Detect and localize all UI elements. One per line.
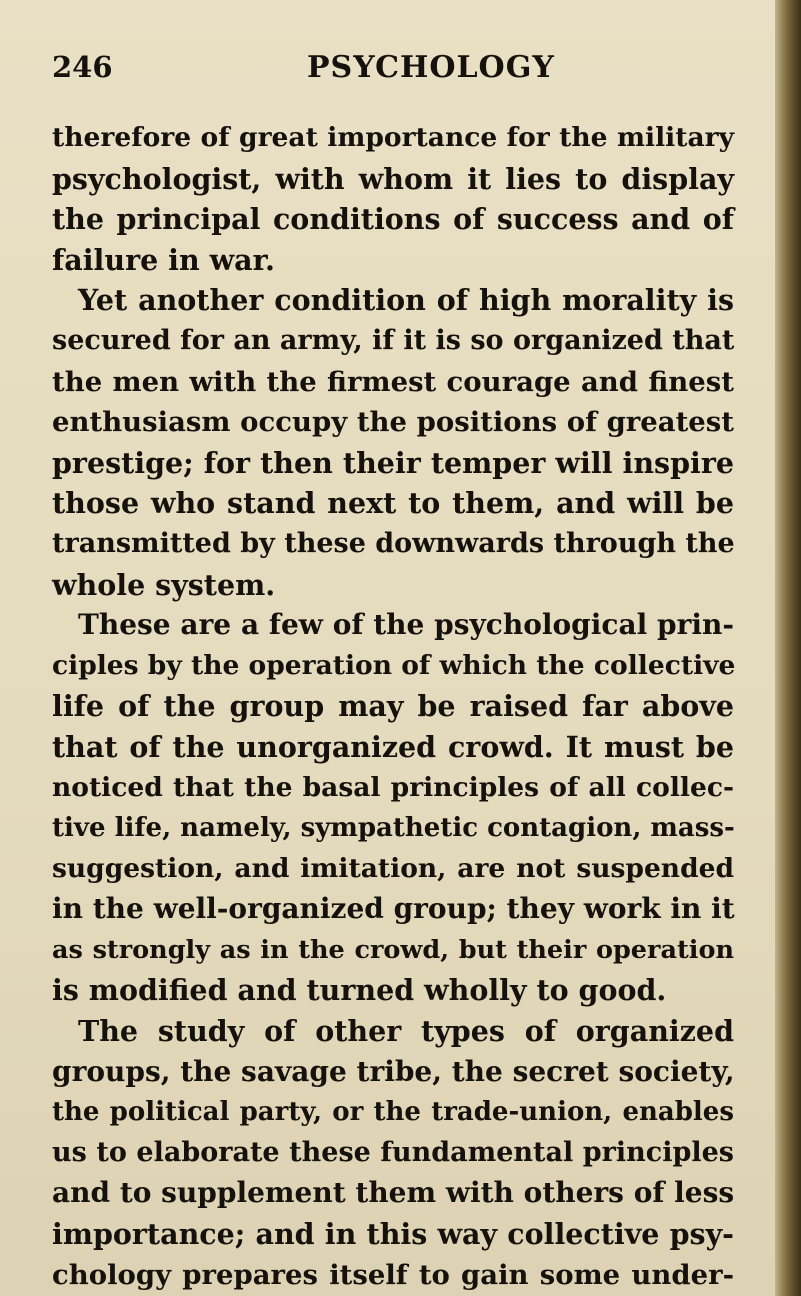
- text-line: is modified and turned wholly to good.: [52, 973, 667, 1008]
- text-line: in the well-organized group; they work in it: [52, 892, 735, 926]
- text-line: that of the unorganized crowd. It must be: [52, 729, 734, 764]
- text-line: tive life, namely, sympathetic contagion, mass-: [52, 813, 735, 844]
- text-line: The study of other types of organized: [78, 1014, 734, 1049]
- text-line: noticed that the basal principles of all collec-: [52, 771, 734, 803]
- text-line: secured for an army, if it is so organized that: [52, 324, 735, 356]
- page-edge: [775, 0, 801, 1296]
- text-line: the principal conditions of success and of: [52, 202, 734, 237]
- text-line: psychologist, with whom it lies to display: [52, 161, 734, 196]
- body-text: [52, 118, 734, 1295]
- text-line: those who stand next to them, and will be: [52, 486, 734, 521]
- text-line: Yet another condition of high morality is: [78, 283, 734, 318]
- text-line: whole system.: [52, 567, 276, 602]
- text-line: as strongly as in the crowd, but their operation: [52, 934, 734, 965]
- text-line: suggestion, and imitation, are not suspended: [52, 852, 734, 884]
- text-line: importance; and in this way collective psy-: [52, 1217, 734, 1252]
- page-number: 246: [52, 50, 113, 84]
- text-line: These are a few of the psychological prin-: [78, 608, 734, 642]
- running-head: PSYCHOLOGY: [307, 50, 555, 85]
- text-line: transmitted by these downwards through the: [52, 527, 735, 559]
- text-line: prestige; for then their temper will inspire: [52, 445, 734, 480]
- text-line: ciples by the operation of which the collective: [52, 649, 736, 681]
- text-line: enthusiasm occupy the positions of greatest: [52, 406, 734, 439]
- text-line: life of the group may be raised far above: [52, 689, 734, 724]
- text-line: the men with the firmest courage and finest: [52, 365, 734, 398]
- text-line: the political party, or the trade-union, enables: [52, 1097, 734, 1128]
- text-line: chology prepares itself to gain some under-: [52, 1258, 734, 1291]
- text-line: and to supplement them with others of less: [52, 1176, 735, 1210]
- text-line: us to elaborate these fundamental principles: [52, 1136, 734, 1168]
- page-header: [52, 50, 732, 90]
- text-line: failure in war.: [52, 242, 275, 277]
- text-line: therefore of great importance for the military: [52, 122, 734, 153]
- text-line: groups, the savage tribe, the secret society,: [52, 1054, 735, 1088]
